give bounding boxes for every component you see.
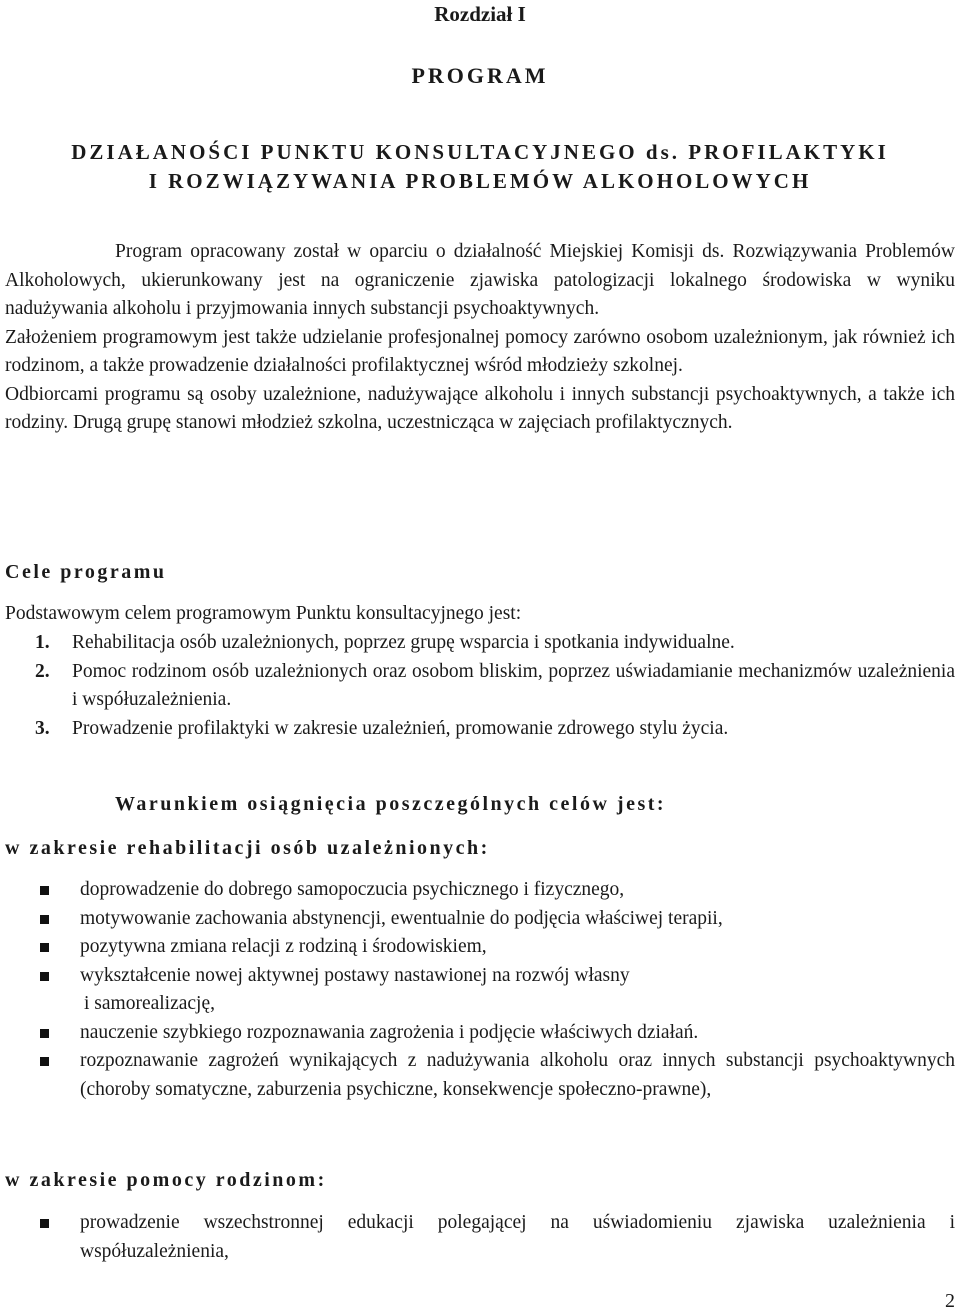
list-item-text: pozytywna zmiana relacji z rodziną i środowiskiem, bbox=[80, 936, 487, 957]
goal-item bbox=[5, 658, 955, 715]
list-item bbox=[5, 1019, 955, 1048]
list-item bbox=[5, 1209, 955, 1266]
family-help-list bbox=[5, 1209, 955, 1266]
goal-text: Rehabilitacja osób uzależnionych, poprzez grupę wsparcia i spotkania indywidualne. bbox=[72, 632, 735, 653]
goal-item bbox=[5, 629, 955, 658]
goal-number: 2. bbox=[35, 660, 50, 682]
chapter-heading: Rozdział I bbox=[434, 2, 526, 26]
square-bullet-icon bbox=[40, 972, 49, 981]
square-bullet-icon bbox=[40, 1219, 49, 1228]
intro-section bbox=[5, 238, 955, 438]
list-item-text: doprowadzenie do dobrego samopoczucia psychicznego i fizycznego, bbox=[80, 879, 625, 900]
list-item-text: nauczenie szybkiego rozpoznawania zagrożenia i podjęcie właściwych działań. bbox=[80, 1021, 699, 1043]
program-subtitle bbox=[0, 138, 960, 196]
subtitle-line-2: I ROZWIĄZYWANIA PROBLEMÓW ALKOHOLOWYCH bbox=[148, 169, 812, 193]
list-item-text: motywowanie zachowania abstynencji, ewentualnie do podjęcia właściwej terapii, bbox=[80, 907, 723, 929]
list-item bbox=[5, 876, 955, 905]
rehab-list bbox=[5, 876, 955, 1104]
list-item-continuation: i samorealizację, bbox=[84, 993, 216, 1014]
goal-item bbox=[5, 715, 955, 744]
square-bullet-icon bbox=[40, 886, 49, 895]
intro-paragraph-2: Założeniem programowym jest także udzielanie profesjonalnej pomocy zarówno osobom uzależnionym, jak również ich rodzinom, a także prowadzenie działalności profilaktycznej wśród młodzieży szkolnej. bbox=[5, 326, 955, 376]
square-bullet-icon bbox=[40, 1057, 49, 1066]
square-bullet-icon bbox=[40, 915, 49, 924]
goal-text: Pomoc rodzinom osób uzależnionych oraz osobom bliskim, poprzez uświadamianie mechanizmów uzależnienia i współuzależnienia. bbox=[72, 660, 955, 710]
list-item-text: prowadzenie wszechstronnej edukacji polegającej na uświadomieniu zjawiska uzależnienia i współuzależnienia, bbox=[80, 1212, 955, 1262]
list-item-text: wykształcenie nowej aktywnej postawy nastawionej na rozwój własny bbox=[80, 964, 630, 986]
goal-number: 1. bbox=[35, 632, 50, 653]
square-bullet-icon bbox=[40, 943, 49, 952]
intro-paragraph-1: Program opracowany został w oparciu o działalność Miejskiej Komisji ds. Rozwiązywania Problemów Alkoholowych, ukierunkowany jest na ograniczenie zjawiska patologizacji lokalnego środowiska w wyniku nadużywania alkoholu i przyjmowania innych substancji psychoaktywnych. bbox=[5, 241, 955, 319]
subtitle-line-1: DZIAŁANOŚCI PUNKTU KONSULTACYJNEGO ds. PROFILAKTYKI bbox=[71, 140, 889, 164]
intro-paragraph-3: Odbiorcami programu są osoby uzależnione, nadużywające alkoholu i innych substancji psychoaktywnych, a także ich rodziny. Drugą grupę stanowi młodzież szkolna, uczestnicząca w zajęciach profilaktycznych. bbox=[5, 383, 955, 433]
square-bullet-icon bbox=[40, 1029, 49, 1038]
program-title: PROGRAM bbox=[411, 63, 549, 88]
page-number: 2 bbox=[945, 1290, 955, 1312]
goals-heading: Cele programu bbox=[5, 561, 167, 583]
goals-list bbox=[5, 629, 955, 743]
goal-number: 3. bbox=[35, 717, 50, 739]
rehab-heading: w zakresie rehabilitacji osób uzależnionych: bbox=[5, 837, 490, 859]
list-item bbox=[5, 933, 955, 962]
list-item bbox=[5, 962, 955, 1019]
conditions-heading: Warunkiem osiągnięcia poszczególnych celów jest: bbox=[115, 793, 667, 815]
list-item bbox=[5, 1047, 955, 1104]
list-item-text: rozpoznawanie zagrożeń wynikających z nadużywania alkoholu oraz innych substancji psychoaktywnych (choroby somatyczne, zaburzenia psychiczne, konsekwencje społeczno-prawne), bbox=[80, 1050, 955, 1100]
goals-intro: Podstawowym celem programowym Punktu konsultacyjnego jest: bbox=[5, 603, 522, 624]
goal-text: Prowadzenie profilaktyki w zakresie uzależnień, promowanie zdrowego stylu życia. bbox=[72, 717, 729, 739]
list-item bbox=[5, 905, 955, 934]
family-help-heading: w zakresie pomocy rodzinom: bbox=[5, 1169, 327, 1191]
